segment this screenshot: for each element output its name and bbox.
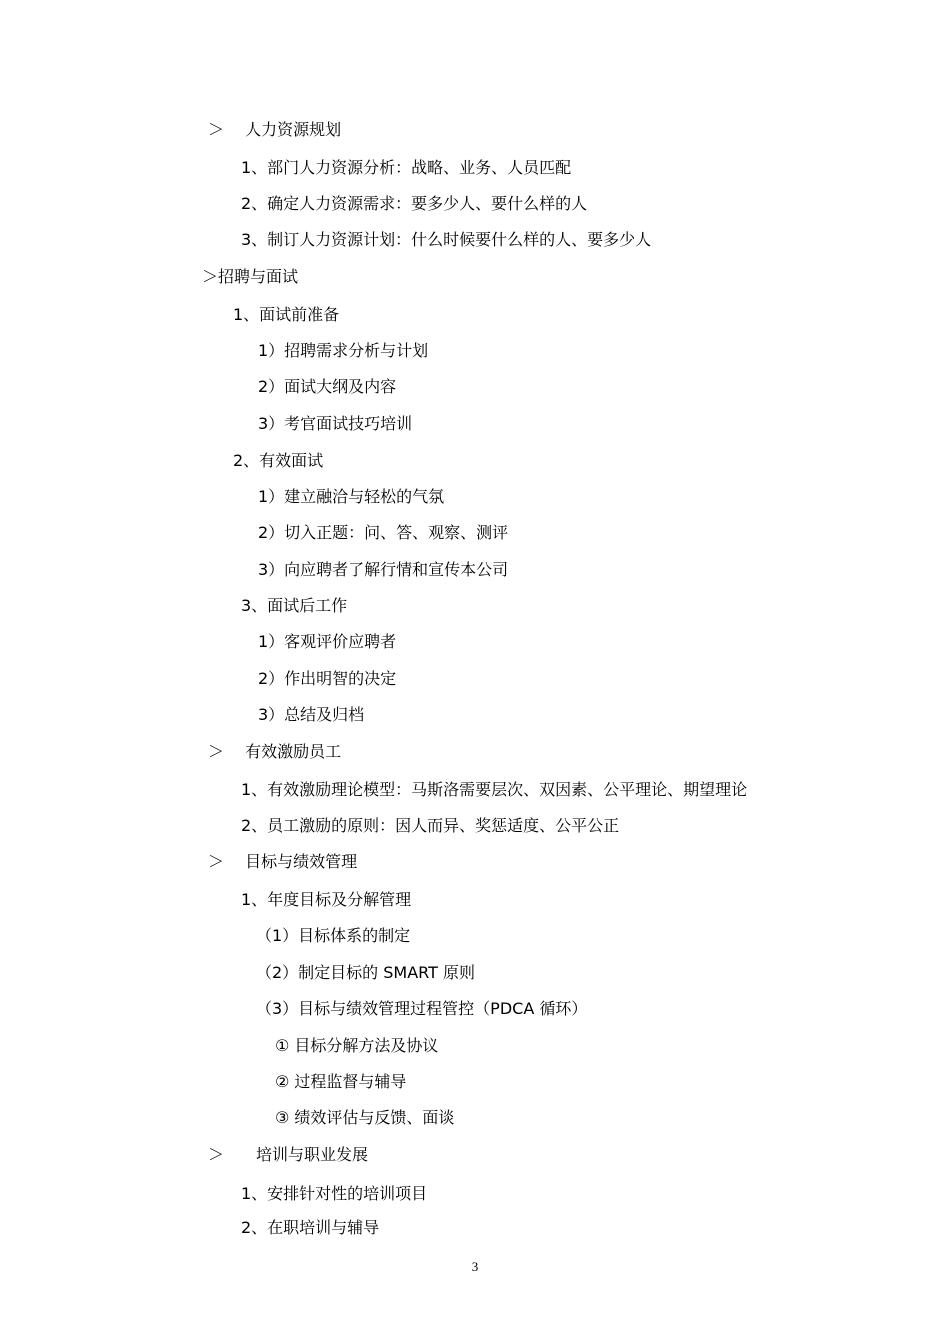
list-item: 2、员工激励的原则：因人而异、奖惩适度、公平公正 [241,816,620,835]
section-heading-motivation: ＞ 有效激励员工 [208,742,342,761]
list-item: 3、面试后工作 [241,596,348,615]
list-item: 1、有效激励理论模型：马斯洛需要层次、双因素、公平理论、期望理论 [241,780,748,799]
list-subitem: 3）考官面试技巧培训 [258,414,413,433]
list-subitem: （1）目标体系的制定 [256,926,411,945]
section-heading-recruitment: ＞招聘与面试 [202,267,299,286]
list-subitem: 2）切入正题：问、答、观察、测评 [258,523,509,542]
section-heading-hr-planning: ＞ 人力资源规划 [208,120,342,139]
list-subitem: 2）作出明智的决定 [258,669,397,688]
list-item: 3、制订人力资源计划：什么时候要什么样的人、要多少人 [241,230,652,249]
list-item: 2、确定人力资源需求：要多少人、要什么样的人 [241,194,588,213]
list-subitem: 1）客观评价应聘者 [258,632,397,651]
list-item: 2、有效面试 [233,451,324,470]
list-item: 2、在职培训与辅导 [241,1218,380,1237]
list-subsubitem: ① 目标分解方法及协议 [275,1036,439,1055]
list-subsubitem: ③ 绩效评估与反馈、面谈 [275,1108,455,1127]
list-subitem: 3）总结及归档 [258,705,365,724]
list-subitem: 2）面试大纲及内容 [258,377,397,396]
list-subitem: （3）目标与绩效管理过程管控（PDCA 循环） [256,999,588,1018]
list-item: 1、安排针对性的培训项目 [241,1184,428,1203]
page-number: 3 [471,1259,479,1274]
section-heading-performance: ＞ 目标与绩效管理 [208,852,358,871]
section-heading-training: ＞ 培训与职业发展 [208,1145,369,1164]
list-item: 1、面试前准备 [233,305,340,324]
list-subitem: （2）制定目标的 SMART 原则 [256,963,475,982]
list-subitem: 1）建立融洽与轻松的气氛 [258,487,445,506]
list-item: 1、年度目标及分解管理 [241,890,412,909]
list-subitem: 3）向应聘者了解行情和宣传本公司 [258,560,509,579]
list-item: 1、部门人力资源分析：战略、业务、人员匹配 [241,158,572,177]
list-subsubitem: ② 过程监督与辅导 [275,1072,407,1091]
list-subitem: 1）招聘需求分析与计划 [258,341,429,360]
